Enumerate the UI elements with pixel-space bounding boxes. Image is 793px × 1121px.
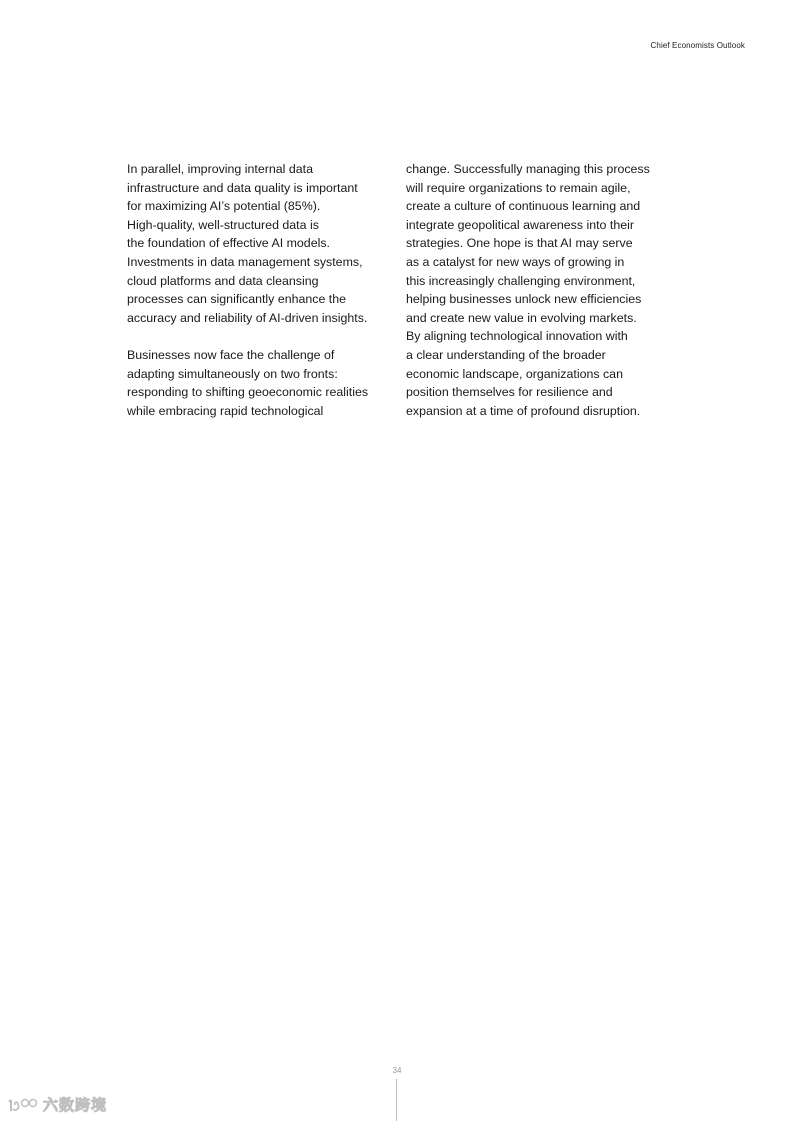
text-line: a clear understanding of the broader	[406, 347, 606, 362]
text-line: while embracing rapid technological	[127, 403, 324, 418]
header-title: Chief Economists Outlook	[650, 41, 745, 50]
text-line: adapting simultaneously on two fronts:	[127, 366, 338, 381]
text-line: cloud platforms and data cleansing	[127, 273, 319, 288]
text-line: responding to shifting geoeconomic realities	[127, 385, 369, 400]
text-line: as a catalyst for new ways of growing in	[406, 254, 625, 269]
text-line: integrate geopolitical awareness into their	[406, 217, 634, 232]
text-line: processes can significantly enhance the	[127, 292, 347, 307]
watermark	[8, 1094, 107, 1115]
watermark-text: 六数跨境	[43, 1096, 108, 1114]
text-line: change. Successfully managing this process	[406, 162, 650, 176]
text-line: strategies. One hope is that AI may serve	[406, 236, 633, 251]
text-line: economic landscape, organizations can	[406, 366, 623, 381]
logo-mark-icon	[8, 1096, 40, 1114]
right-column	[406, 160, 672, 420]
page-number: 34	[392, 1066, 402, 1075]
text-line: helping businesses unlock new efficiencies	[406, 292, 642, 307]
text-line: this increasingly challenging environment,	[406, 273, 636, 288]
text-line: Investments in data management systems,	[127, 254, 363, 269]
left-column	[127, 160, 389, 420]
text-line: In parallel, improving internal data	[127, 162, 313, 176]
text-line: will require organizations to remain agile,	[406, 180, 631, 195]
page-divider-line	[396, 1079, 397, 1121]
text-line: for maximizing AI’s potential (85%).	[127, 199, 321, 214]
text-line: infrastructure and data quality is important	[127, 180, 358, 195]
paragraph-dual-challenge	[127, 346, 389, 420]
text-line: create a culture of continuous learning and	[406, 199, 641, 214]
text-line: the foundation of effective AI models.	[127, 236, 330, 251]
paragraph-data-quality	[127, 160, 389, 327]
text-line: Businesses now face the challenge of	[127, 347, 335, 362]
text-line: position themselves for resilience and	[406, 385, 613, 400]
text-line: High-quality, well-structured data is	[127, 217, 319, 232]
paragraph-gap	[127, 327, 389, 346]
text-line: By aligning technological innovation with	[406, 329, 628, 344]
text-line: expansion at a time of profound disruption.	[406, 403, 641, 418]
text-line: accuracy and reliability of AI-driven insights.	[127, 310, 368, 325]
text-line: and create new value in evolving markets.	[406, 310, 637, 325]
